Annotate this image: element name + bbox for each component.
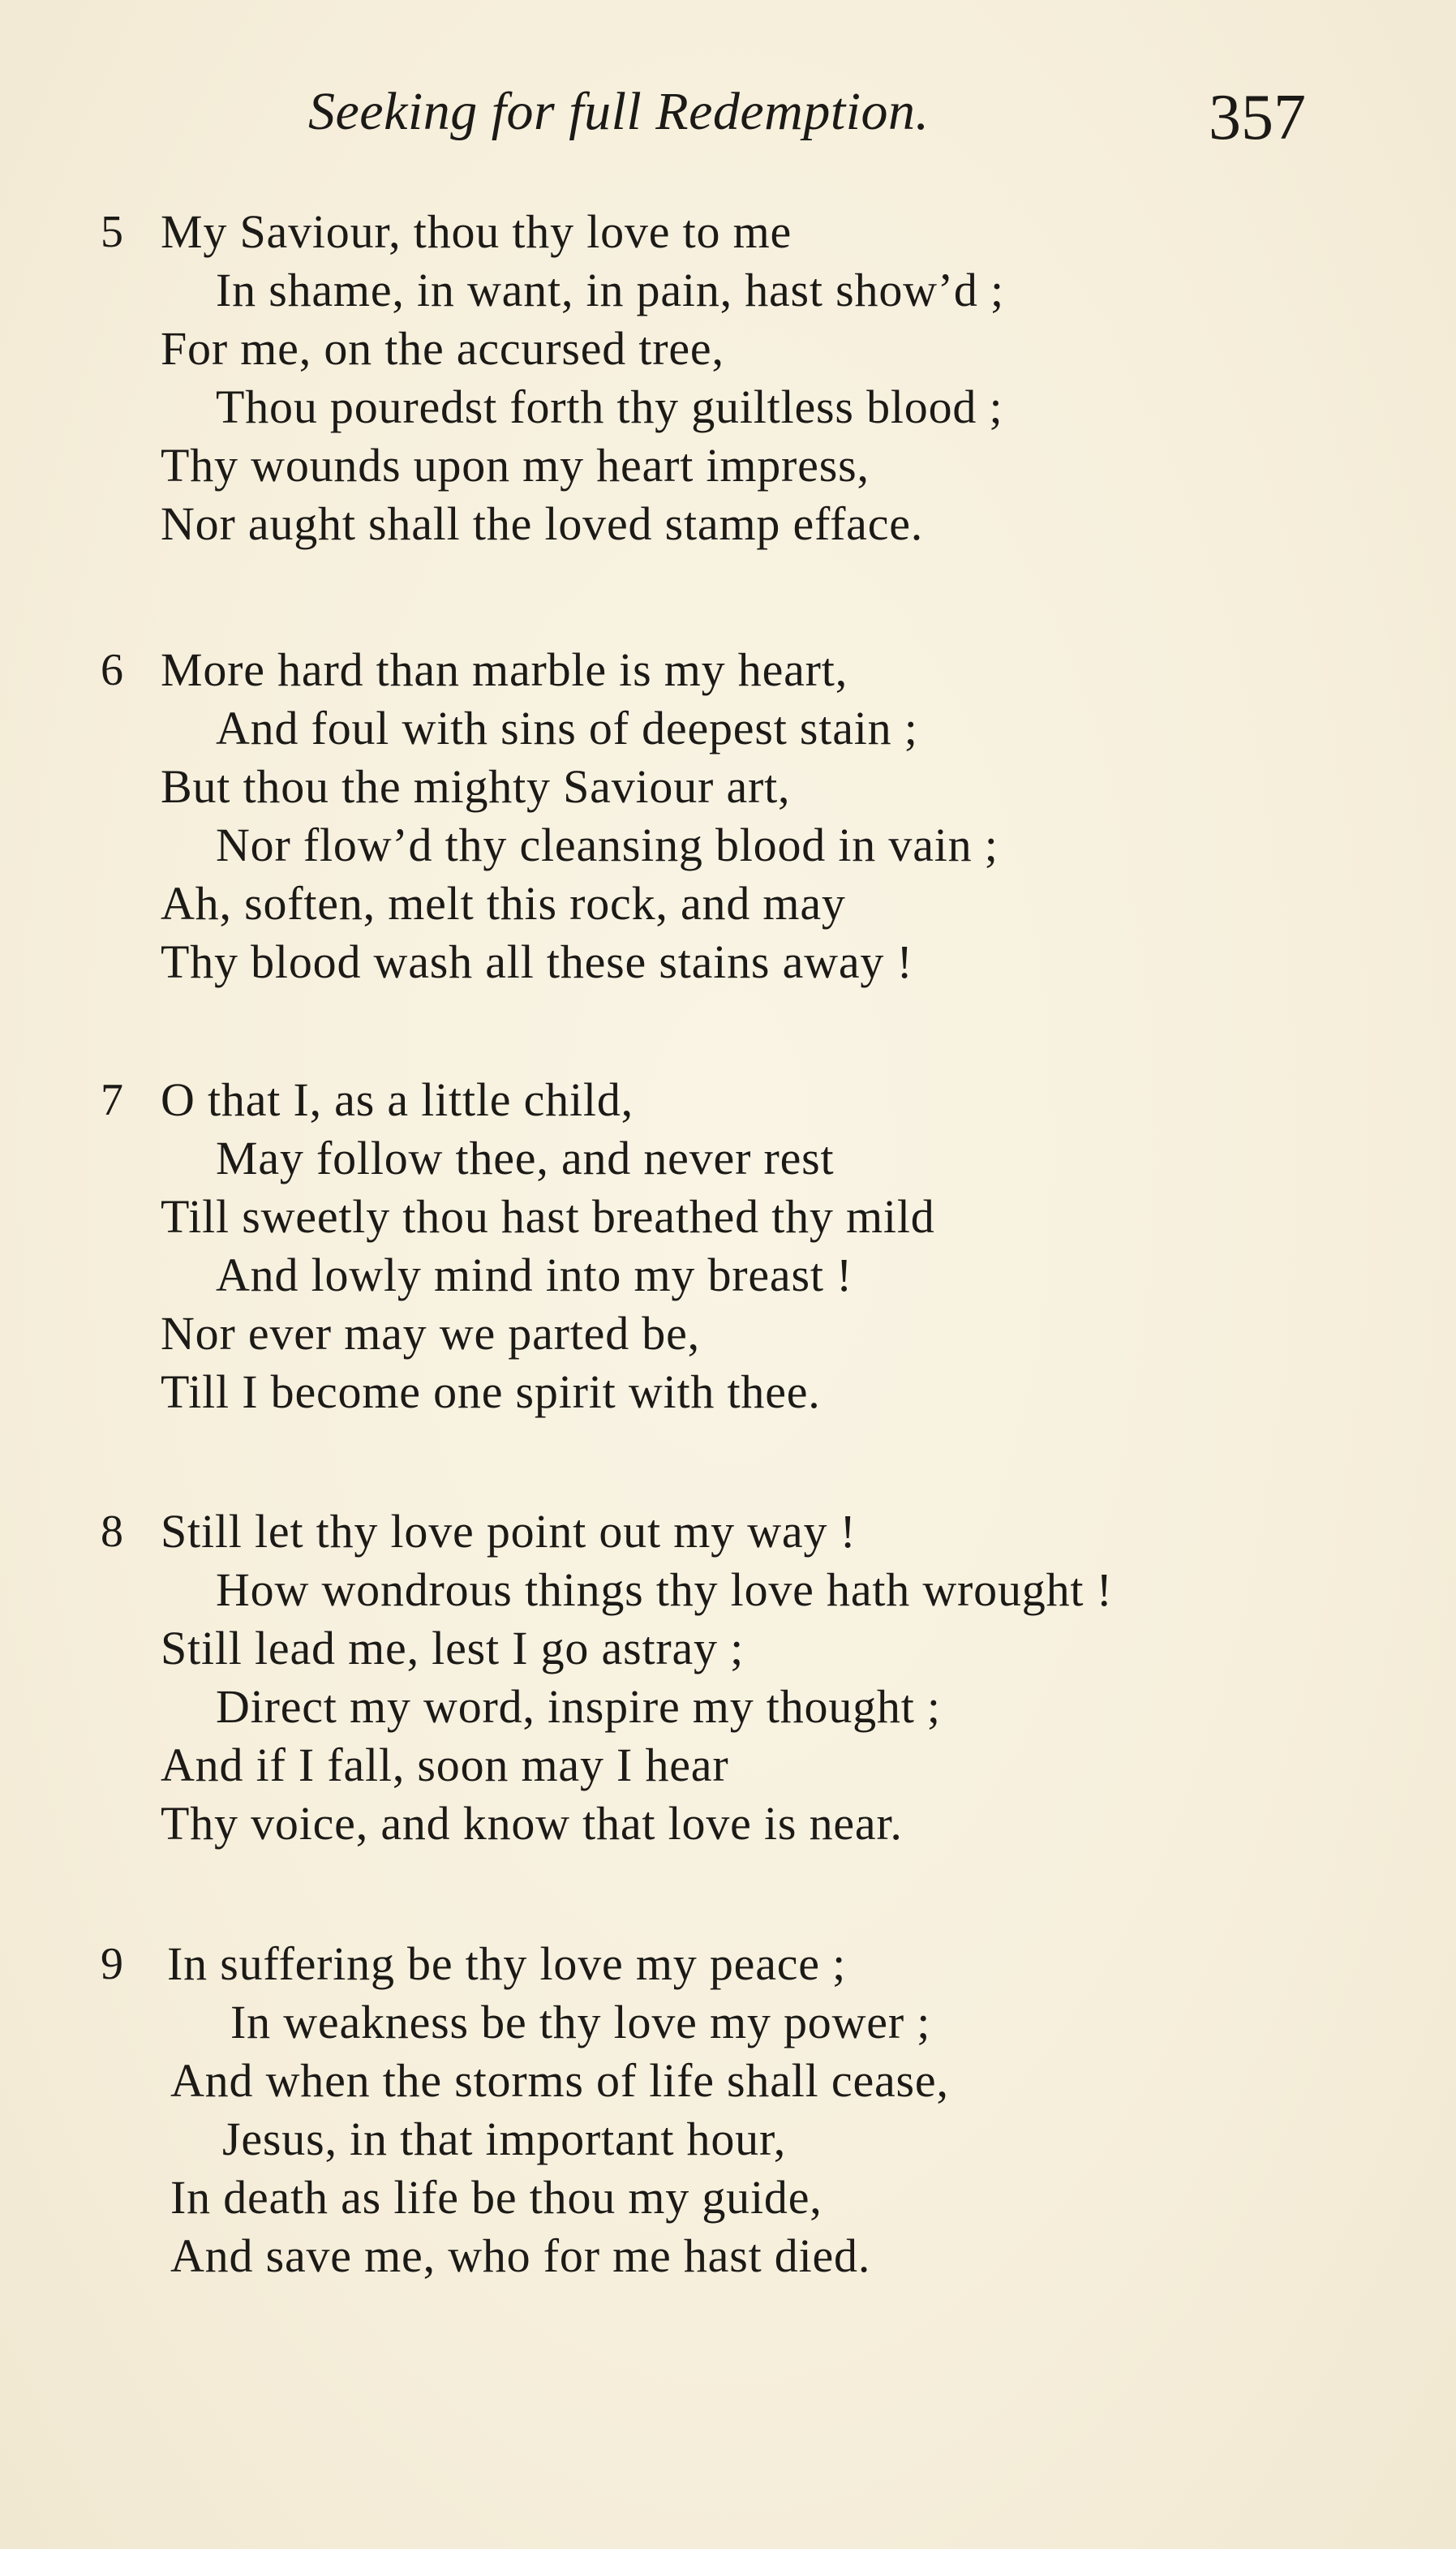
verse-line: How wondrous things thy love hath wrought ! [216,1563,1113,1616]
verse-line: Thy blood wash all these stains away ! [161,935,913,988]
verse-line: But thou the mighty Saviour art, [161,760,791,813]
verse-line: Still lead me, lest I go astray ; [161,1622,745,1674]
verse-line: In death as life be thou my guide, [170,2171,822,2224]
verse-line: My Saviour, thou thy love to me [161,205,792,258]
verse-line: In suffering be thy love my peace ; [167,1937,847,1990]
verse-line: Till sweetly thou hast breathed thy mild [161,1190,935,1243]
verse-line: Ah, soften, melt this rock, and may [161,877,846,930]
running-title: Seeking for full Redemption. [308,82,930,141]
verse-line: Still let thy love point out my way ! [161,1505,857,1558]
verse-line: O that I, as a little child, [161,1073,634,1126]
stanza-number: 8 [101,1507,123,1557]
verse-line: And when the storms of life shall cease, [170,2054,949,2107]
verse-line: Nor ever may we parted be, [161,1307,700,1360]
verse-line: For me, on the accursed tree, [161,322,724,375]
verse-line: Jesus, in that important hour, [222,2113,787,2165]
stanza-number: 7 [101,1075,123,1125]
verse-line: In shame, in want, in pain, hast show’d ; [216,264,1004,316]
verse-line: And lowly mind into my breast ! [216,1249,853,1301]
stanza-number: 6 [101,645,123,695]
stanza-number: 9 [101,1939,123,1989]
verse-line: And foul with sins of deepest stain ; [216,702,918,754]
verse-line: And save me, who for me hast died. [170,2229,871,2282]
page-number: 357 [1209,82,1306,153]
verse-line: In weakness be thy love my power ; [230,1996,931,2048]
verse-line: Nor aught shall the loved stamp efface. [161,497,924,550]
stanza-number: 5 [101,207,123,257]
verse-line: Thy wounds upon my heart impress, [161,439,870,492]
verse-line: Thou pouredst forth thy guiltless blood ; [216,380,1003,433]
verse-line: Direct my word, inspire my thought ; [216,1680,941,1733]
verse-line: Nor flow’d thy cleansing blood in vain ; [216,819,999,871]
verse-line: And if I fall, soon may I hear [161,1739,729,1791]
verse-line: May follow thee, and never rest [216,1132,835,1184]
verse-line: Till I become one spirit with thee. [161,1365,821,1418]
verse-line: Thy voice, and know that love is near. [161,1797,903,1850]
verse-line: More hard than marble is my heart, [161,643,848,696]
